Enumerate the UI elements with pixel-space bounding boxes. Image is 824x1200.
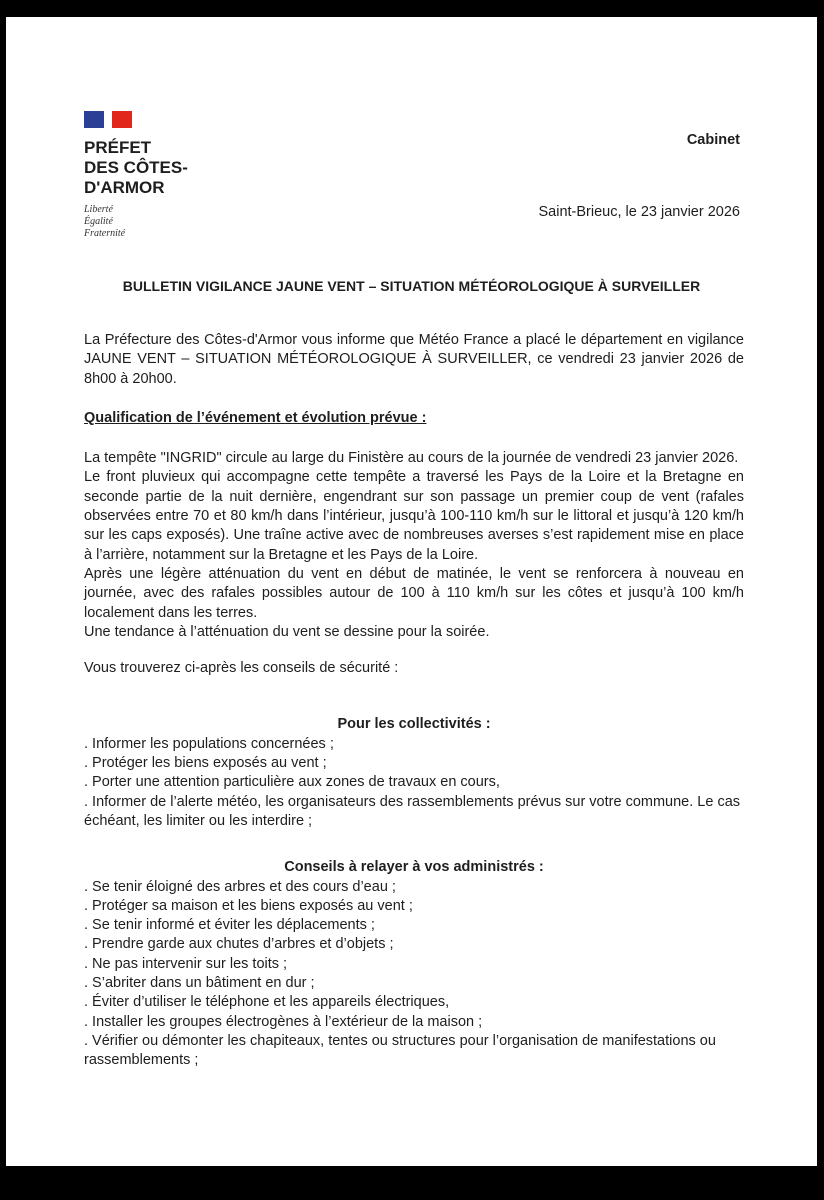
evolution-line: Après une légère atténuation du vent en début de matinée, le vent se renforcera à nouveau en journée, avec des rafales possibles autour de 100 à 110 km/h sur les côtes et jusqu’à 100 km/h localement dans les terres. — [84, 565, 744, 621]
administres-heading: Conseils à relayer à vos administrés : — [284, 859, 544, 876]
devise-line: Fraternité — [84, 228, 126, 239]
collectivites-list — [84, 735, 744, 831]
list-item: . Porter une attention particulière aux zones de travaux en cours, — [84, 774, 500, 791]
marianne-flag-icon — [84, 111, 132, 128]
service-name: Cabinet — [686, 132, 740, 148]
document-page — [6, 17, 817, 1166]
prefecture-logo — [84, 111, 188, 240]
evolution-paragraph — [84, 449, 744, 642]
advice-intro: Vous trouverez ci-après les conseils de sécurité : — [84, 660, 399, 677]
logo-line: DES CÔTES- — [84, 158, 188, 177]
list-item: . Se tenir informé et éviter les déplacements ; — [84, 917, 375, 934]
section-heading: Qualification de l’événement et évolution prévue : — [84, 409, 427, 426]
document-title: BULLETIN VIGILANCE JAUNE VENT – SITUATION MÉTÉOROLOGIQUE À SURVEILLER — [122, 278, 701, 294]
evolution-line: Le front pluvieux qui accompagne cette tempête a traversé les Pays de la Loire et la Bretagne en seconde partie de la nuit dernière, engendrant sur son passage un premier coup de vent (rafales observées entre 70 et 80 km/h dans l’intérieur, jusqu’à 100-110 km/h sur le littoral et jusqu’à 120 km/h sur les caps exposés). Une traîne active avec de nombreuses averses s’est rapidement mise en place à l’arrière, notamment sur la Bretagne et les Pays de la Loire. — [84, 469, 744, 563]
administres-list — [84, 878, 744, 1071]
list-item: . Éviter d’utiliser le téléphone et les appareils électriques, — [84, 994, 450, 1011]
list-item: . Ne pas intervenir sur les toits ; — [84, 955, 288, 972]
place-date: Saint-Brieuc, le 23 janvier 2026 — [538, 204, 740, 220]
list-item: . Informer les populations concernées ; — [84, 735, 334, 752]
evolution-line: Une tendance à l’atténuation du vent se dessine pour la soirée. — [84, 623, 490, 640]
list-item: . Installer les groupes électrogènes à l’extérieur de la maison ; — [84, 1013, 483, 1030]
logo-line: PRÉFET — [84, 138, 152, 157]
list-item: . Se tenir éloigné des arbres et des cours d’eau ; — [84, 878, 396, 895]
logo-line: D'ARMOR — [84, 178, 165, 197]
evolution-line: La tempête "INGRID" circule au large du Finistère au cours de la journée de vendredi 23 janvier 2026. — [84, 450, 739, 467]
list-item: . Protéger sa maison et les biens exposés au vent ; — [84, 897, 413, 914]
devise-line: Liberté — [84, 204, 113, 215]
list-item: . Informer de l’alerte météo, les organisateurs des rassemblements prévus sur votre commune. Le cas échéant, les limiter ou les interdire ; — [84, 793, 741, 829]
list-item: . Vérifier ou démonter les chapiteaux, tentes ou structures pour l’organisation de manifestations ou rassemblements ; — [84, 1032, 716, 1069]
intro-paragraph: La Préfecture des Côtes-d'Armor vous informe que Météo France a placé le département en vigilance JAUNE VENT – SITUATION MÉTÉOROLOGIQUE À SURVEILLER, ce vendredi 23 janvier 2026 de 8h00 à 20h00. — [84, 332, 744, 387]
list-item: . Protéger les biens exposés au vent ; — [84, 755, 327, 772]
document-body — [84, 331, 744, 1071]
devise-line: Égalité — [84, 216, 113, 227]
collectivites-heading: Pour les collectivités : — [337, 716, 491, 733]
devise — [84, 204, 188, 240]
list-item: . Prendre garde aux chutes d’arbres et d’objets ; — [84, 936, 394, 953]
list-item: . S’abriter dans un bâtiment en dur ; — [84, 975, 315, 992]
